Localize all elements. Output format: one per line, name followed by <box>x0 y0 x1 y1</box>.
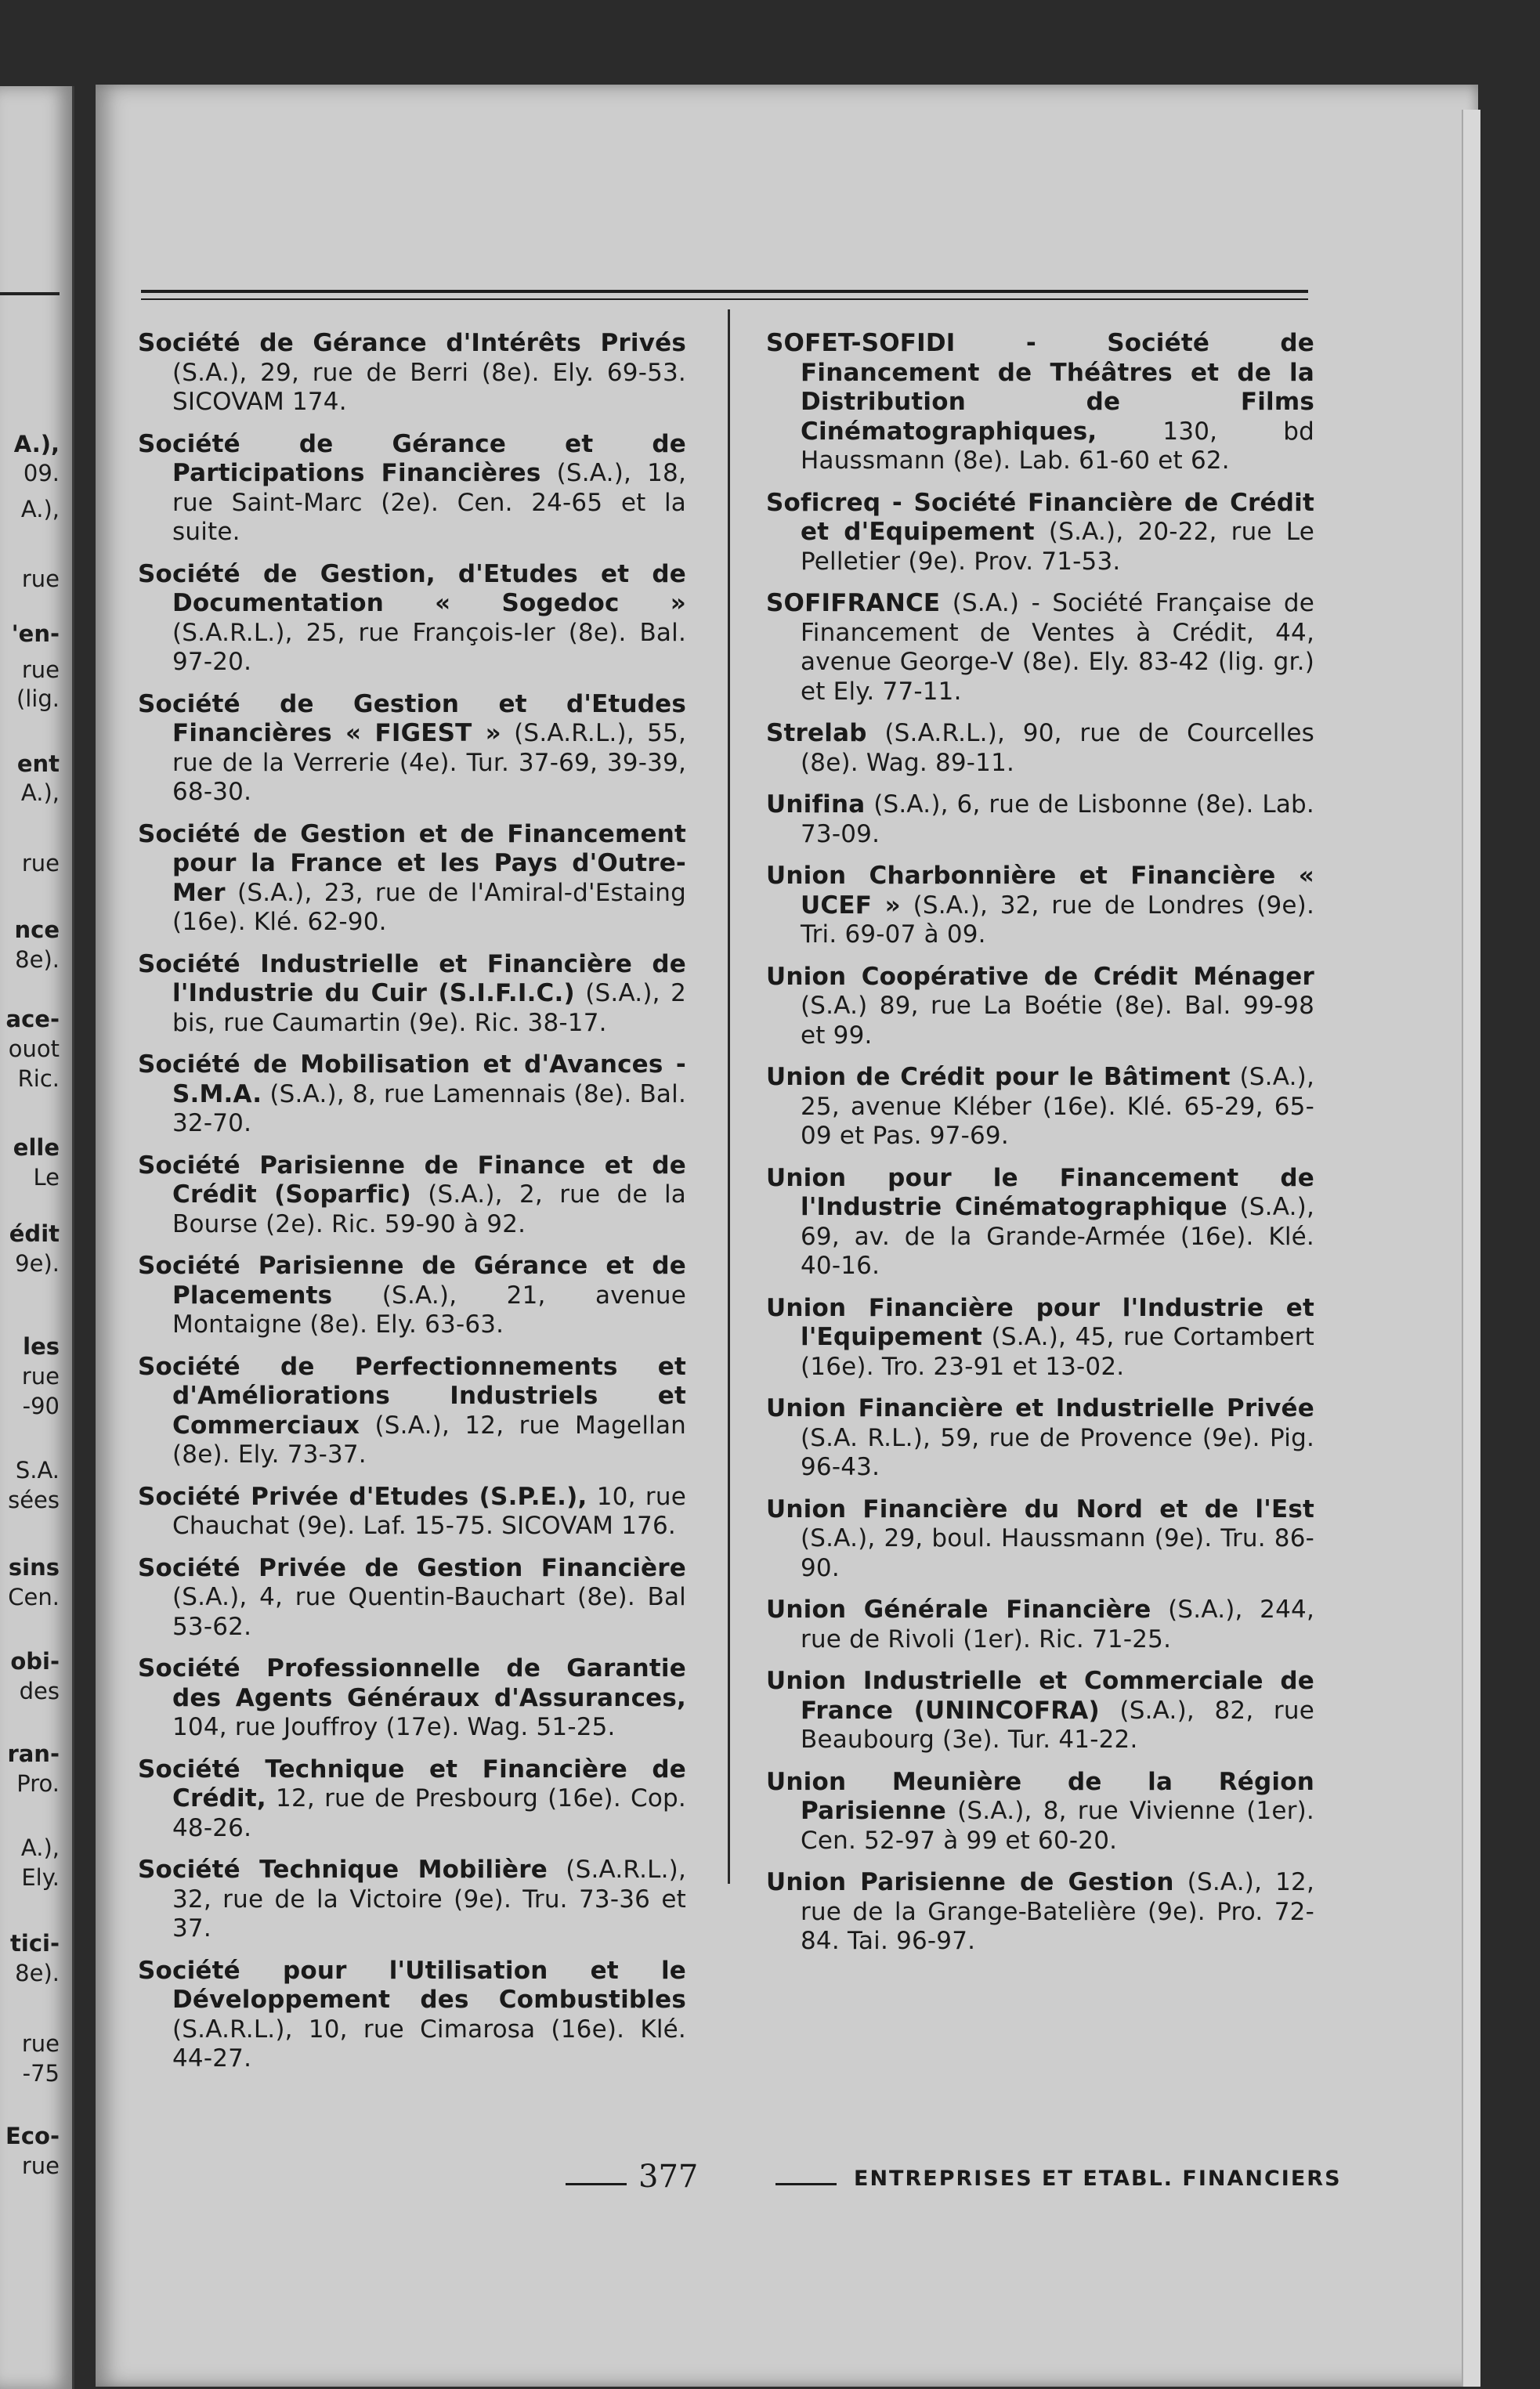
footer-dash-left <box>566 2183 627 2185</box>
directory-entry <box>766 1063 1314 1151</box>
entry-details: (S.A.), 8, rue Lamennais (8e). Bal. 32-70. <box>172 1079 686 1137</box>
facing-page-line: 8e). <box>15 946 60 973</box>
directory-entry <box>766 1164 1314 1281</box>
facing-page-line: rue <box>21 1363 60 1390</box>
facing-page-line: Ely. <box>21 1864 60 1891</box>
facing-page-line: S.A. <box>15 1457 60 1484</box>
entry-details: (S.A.), 82, rue Beaubourg (3e). Tur. 41-22. <box>801 1696 1314 1754</box>
facing-page-line: A.), <box>20 496 60 522</box>
facing-page-line: des <box>19 1678 60 1704</box>
entry-company-name: Société Technique et Financière de Crédit, <box>138 1755 686 1813</box>
entry-company-name: Union de Crédit pour le Bâtiment <box>766 1063 1231 1091</box>
entry-details: (S.A.R.L.), 32, rue de la Victoire (9e). Tru. 73-36 et 37. <box>172 1856 686 1943</box>
entry-details: (S.A.R.L.), 55, rue de la Verrerie (4e). Tur. 37-69, 39-39, 68-30. <box>172 719 686 806</box>
entry-company-name: Société de Gestion, d'Etudes et de Documentation « Sogedoc » <box>138 559 686 617</box>
entry-company-name: Société Parisienne de Gérance et de Placements <box>138 1252 686 1310</box>
entry-company-name: Société pour l'Utilisation et le Développement des Combustibles <box>138 1956 686 2014</box>
entry-details: (S.A.), 244, rue de Rivoli (1er). Ric. 71-25. <box>801 1596 1314 1654</box>
directory-entry <box>766 1596 1314 1654</box>
entry-details: (S.A.), 12, rue de la Grange-Batelière (9e). Pro. 72-84. Tai. 96-97. <box>801 1868 1315 1955</box>
header-rule-thin <box>141 298 1308 300</box>
entry-company-name: Société de Gestion et de Financement pour la France et les Pays d'Outre-Mer <box>138 819 686 907</box>
entry-company-name: Société de Gérance d'Intérêts Privés <box>138 329 686 357</box>
entry-details: (S.A.), 21, avenue Montaigne (8e). Ely. 63-63. <box>172 1281 686 1339</box>
facing-page-line: ouot <box>8 1035 60 1062</box>
facing-page-line: Eco- <box>5 2123 60 2149</box>
facing-page-line: rue <box>21 850 60 876</box>
entry-company-name: Union Financière et Industrielle Privée <box>766 1394 1314 1422</box>
page-edge <box>1462 110 1480 2387</box>
facing-page-line: nce <box>14 916 60 943</box>
directory-entry <box>766 862 1314 950</box>
entry-details: 10, rue Chauchat (9e). Laf. 15-75. SICOVAM 176. <box>172 1482 686 1540</box>
entry-details: (S.A.R.L.), 10, rue Cimarosa (16e). Klé. 44-27. <box>172 2015 686 2073</box>
entry-company-name: Société de Gestion et d'Etudes Financières « FIGEST » <box>138 689 686 747</box>
entry-details: (S.A.), 25, avenue Kléber (16e). Klé. 65-29, 65-09 et Pas. 97-69. <box>801 1063 1314 1150</box>
facing-page-line: édit <box>9 1220 60 1247</box>
entry-company-name: Société Privée de Gestion Financière <box>138 1553 686 1582</box>
directory-entry <box>766 790 1314 849</box>
directory-entry <box>766 329 1314 476</box>
entry-details: 12, rue de Presbourg (16e). Cop. 48-26. <box>172 1784 686 1842</box>
entry-company-name: Soficreq - Société Financière de Crédit et d'Equipement <box>766 488 1314 546</box>
facing-page-line: Pro. <box>16 1770 60 1797</box>
page-number: 377 <box>638 2159 699 2195</box>
facing-page-line: 09. <box>23 460 60 486</box>
directory-entry <box>766 1667 1314 1755</box>
entry-details: (S.A.), 69, av. de la Grande-Armée (16e). Klé. 40-16. <box>801 1193 1314 1280</box>
directory-entry <box>766 1394 1314 1483</box>
entry-details: 104, rue Jouffroy (17e). Wag. 51-25. <box>172 1713 616 1741</box>
entry-company-name: Union Financière pour l'Industrie et l'Equipement <box>766 1293 1314 1351</box>
entry-company-name: Société de Mobilisation et d'Avances - S.M.A. <box>138 1050 686 1108</box>
directory-entry <box>138 1654 686 1743</box>
right-column <box>766 329 1314 1969</box>
entry-details: (S.A.), 29, rue de Berri (8e). Ely. 69-53. SICOVAM 174. <box>172 358 686 416</box>
directory-entry <box>138 1554 686 1643</box>
entry-company-name: Union Industrielle et Commerciale de France (UNINCOFRA) <box>766 1667 1314 1725</box>
entry-company-name: SOFET-SOFIDI - Société de Financement de Théâtres et de la Distribution de Films Cinématographiques, <box>766 329 1314 446</box>
directory-entry <box>138 1957 686 2074</box>
entry-details: (S.A.R.L.), 25, rue François-Ier (8e). Bal. 97-20. <box>172 618 686 676</box>
entry-details: (S.A.), 2, rue de la Bourse (2e). Ric. 59-90 à 92. <box>172 1180 686 1238</box>
facing-page-line: ace- <box>5 1006 60 1032</box>
directory-entry <box>138 1151 686 1240</box>
header-rule <box>141 290 1308 293</box>
entry-company-name: Société Technique Mobilière <box>138 1856 548 1884</box>
entry-details: (S.A.) - Société Française de Financement de Ventes à Crédit, 44, avenue George-V (8e). Ely. 83-42 (lig. gr.) et Ely. 77-11. <box>801 589 1314 706</box>
directory-entry <box>138 1252 686 1340</box>
directory-entry <box>138 560 686 678</box>
facing-page-line: A.), <box>20 779 60 806</box>
facing-page-line: rue <box>21 2030 60 2057</box>
facing-page-line: ran- <box>7 1740 60 1767</box>
facing-page-line: (lig. <box>16 685 60 712</box>
entry-details: (S.A.), 29, boul. Haussmann (9e). Tru. 86-90. <box>801 1524 1314 1582</box>
directory-entry <box>138 329 686 417</box>
entry-details: (S.A.R.L.), 90, rue de Courcelles (8e). Wag. 89-11. <box>801 719 1314 777</box>
entry-details: (S.A.), 20-22, rue Le Pelletier (9e). Prov. 71-53. <box>801 518 1314 576</box>
entry-company-name: Union Charbonnière et Financière « UCEF » <box>766 862 1314 920</box>
entry-company-name: Union Parisienne de Gestion <box>766 1868 1174 1896</box>
entry-details: (S.A.), 8, rue Vivienne (1er). Cen. 52-97 à 99 et 60-20. <box>801 1797 1314 1855</box>
facing-page-line: ent <box>16 750 60 777</box>
entry-details: 130, bd Haussmann (8e). Lab. 61-60 et 62. <box>801 417 1314 475</box>
entry-details: (S.A.), 23, rue de l'Amiral-d'Estaing (16e). Klé. 62-90. <box>172 878 686 936</box>
entry-company-name: Société Privée d'Etudes (S.P.E.), <box>138 1482 587 1511</box>
footer-dash-right <box>775 2183 837 2185</box>
directory-entry <box>138 690 686 808</box>
left-column <box>138 329 686 2087</box>
directory-entry <box>766 719 1314 778</box>
facing-page-line: les <box>23 1333 60 1360</box>
entry-company-name: Strelab <box>766 719 867 747</box>
entry-details: (S.A.), 2 bis, rue Caumartin (9e). Ric. 38-17. <box>172 979 686 1037</box>
facing-page-line: elle <box>13 1134 60 1161</box>
facing-page-line: A.), <box>13 431 60 457</box>
entry-company-name: Unifina <box>766 790 866 819</box>
facing-page-line: sées <box>8 1487 60 1513</box>
entry-details: (S.A.), 6, rue de Lisbonne (8e). Lab. 73-09. <box>801 790 1314 848</box>
directory-entry <box>766 1495 1314 1584</box>
directory-entry <box>766 1294 1314 1382</box>
directory-entry <box>138 1856 686 1944</box>
facing-page-line: obi- <box>10 1648 60 1675</box>
facing-page-line: sins <box>8 1554 60 1581</box>
entry-details: (S.A.), 18, rue Saint-Marc (2e). Cen. 24-65 et la suite. <box>172 459 687 546</box>
entry-details: (S.A.), 32, rue de Londres (9e). Tri. 69-07 à 09. <box>801 891 1314 949</box>
entry-company-name: Union Meunière de la Région Parisienne <box>766 1767 1314 1825</box>
facing-page-line: rue <box>21 2152 60 2179</box>
entry-company-name: Union Coopérative de Crédit Ménager <box>766 962 1314 991</box>
section-title: ENTREPRISES ET ETABL. FINANCIERS <box>854 2167 1342 2191</box>
facing-page-line: rue <box>21 566 60 592</box>
entry-details: (S.A. R.L.), 59, rue de Provence (9e). Pig. 96-43. <box>801 1423 1314 1481</box>
entry-details: (S.A.) 89, rue La Boétie (8e). Bal. 99-98 et 99. <box>801 992 1314 1050</box>
directory-entry <box>766 1868 1314 1957</box>
directory-entry <box>138 820 686 938</box>
facing-page-line: -90 <box>22 1393 60 1419</box>
directory-entry <box>138 1755 686 1844</box>
entry-company-name: Société Parisienne de Finance et de Crédit (Soparfic) <box>138 1151 686 1209</box>
directory-entry <box>766 489 1314 577</box>
directory-entry <box>138 1483 686 1541</box>
entry-company-name: Société Professionnelle de Garantie des Agents Généraux d'Assurances, <box>138 1654 686 1712</box>
directory-entry <box>766 589 1314 707</box>
entry-company-name: Union Générale Financière <box>766 1596 1151 1624</box>
facing-page-line: A.), <box>20 1834 60 1861</box>
directory-entry <box>766 963 1314 1051</box>
facing-page-rule <box>0 292 60 295</box>
facing-page-line: 9e). <box>15 1250 60 1277</box>
directory-entry <box>138 950 686 1039</box>
facing-page-line: rue <box>21 656 60 683</box>
entry-details: (S.A.), 4, rue Quentin-Bauchart (8e). Bal 53-62. <box>172 1583 686 1641</box>
facing-page-line: 8e). <box>15 1960 60 1986</box>
directory-entry <box>138 430 686 548</box>
entry-company-name: Société de Perfectionnements et d'Améliorations Industriels et Commerciaux <box>138 1352 686 1440</box>
facing-page-left <box>0 86 74 2389</box>
entry-details: (S.A.), 45, rue Cortambert (16e). Tro. 23-91 et 13-02. <box>801 1323 1314 1381</box>
entry-company-name: Société Industrielle et Financière de l'Industrie du Cuir (S.I.F.I.C.) <box>138 949 686 1007</box>
directory-entry <box>766 1768 1314 1856</box>
entry-company-name: SOFIFRANCE <box>766 589 941 617</box>
entry-company-name: Union Financière du Nord et de l'Est <box>766 1494 1314 1523</box>
entry-company-name: Union pour le Financement de l'Industrie Cinématographique <box>766 1163 1314 1221</box>
facing-page-line: tici- <box>10 1930 60 1957</box>
column-divider <box>728 309 730 1884</box>
facing-page-line: Ric. <box>17 1065 60 1092</box>
facing-page-line: 'en- <box>11 620 60 647</box>
directory-entry <box>138 1353 686 1470</box>
facing-page-line: Cen. <box>8 1584 60 1610</box>
entry-details: (S.A.), 12, rue Magellan (8e). Ely. 73-37. <box>172 1411 686 1469</box>
entry-company-name: Société de Gérance et de Participations Financières <box>138 429 686 487</box>
facing-page-line: Le <box>33 1164 60 1191</box>
facing-page-line: -75 <box>22 2060 60 2087</box>
directory-entry <box>138 1050 686 1139</box>
